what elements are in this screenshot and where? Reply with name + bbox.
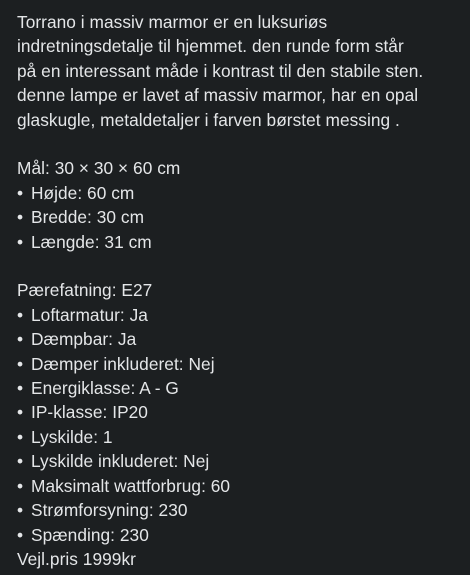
bullet-icon: • (17, 402, 24, 423)
spec-item: • Lyskilde: 1 (17, 425, 456, 449)
spec-item: • IP-klasse: IP20 (17, 400, 456, 424)
spec-item: • Dæmpbar: Ja (17, 327, 456, 351)
description-line: denne lampe er lavet af massiv marmor, har en opal (17, 85, 419, 106)
bullet-icon: • (17, 524, 24, 545)
blank-line (17, 254, 456, 278)
spec-item: • Strømforsyning: 230 (17, 498, 456, 522)
bullet-icon: • (17, 353, 24, 374)
dimension-item: • Højde: 60 cm (17, 181, 456, 205)
bullet-icon: • (17, 475, 24, 496)
bullet-icon: • (17, 451, 24, 472)
bullet-icon: • (17, 231, 24, 252)
dimensions-heading: Mål: 30 × 30 × 60 cm (17, 158, 181, 179)
description-line: Torrano i massiv marmor er en luksuriøs (17, 12, 328, 32)
specs-heading: Pærefatning: E27 (17, 280, 153, 301)
description-line: på en interessant måde i kontrast til den stabile sten. (17, 60, 424, 81)
spec-item: • Energiklasse: A - G (17, 376, 456, 400)
description-line: indretningsdetalje til hjemmet. den runde form står (17, 36, 404, 57)
spec-item: • Maksimalt wattforbrug: 60 (17, 474, 456, 498)
spec-item: • Spænding: 230 (17, 523, 456, 547)
bullet-icon: • (17, 500, 24, 521)
spec-item: • Lyskilde inkluderet: Nej (17, 449, 456, 473)
description-line: glaskugle, metaldetaljer i farven børstet messing . (17, 109, 400, 130)
price-text: Vejl.pris 1999kr (17, 548, 136, 569)
dimension-item: • Bredde: 30 cm (17, 205, 456, 229)
bullet-icon: • (17, 426, 24, 447)
dimension-item: • Længde: 31 cm (17, 230, 456, 254)
bullet-icon: • (17, 182, 24, 203)
spec-item: • Dæmper inkluderet: Nej (17, 352, 456, 376)
bullet-icon: • (17, 329, 24, 350)
specs-section (17, 278, 456, 546)
bullet-icon: • (17, 304, 24, 325)
bullet-icon: • (17, 207, 24, 228)
product-description (17, 10, 456, 132)
dimensions-section (17, 156, 456, 254)
blank-line (17, 132, 456, 156)
bullet-icon: • (17, 378, 24, 399)
spec-item: • Loftarmatur: Ja (17, 303, 456, 327)
